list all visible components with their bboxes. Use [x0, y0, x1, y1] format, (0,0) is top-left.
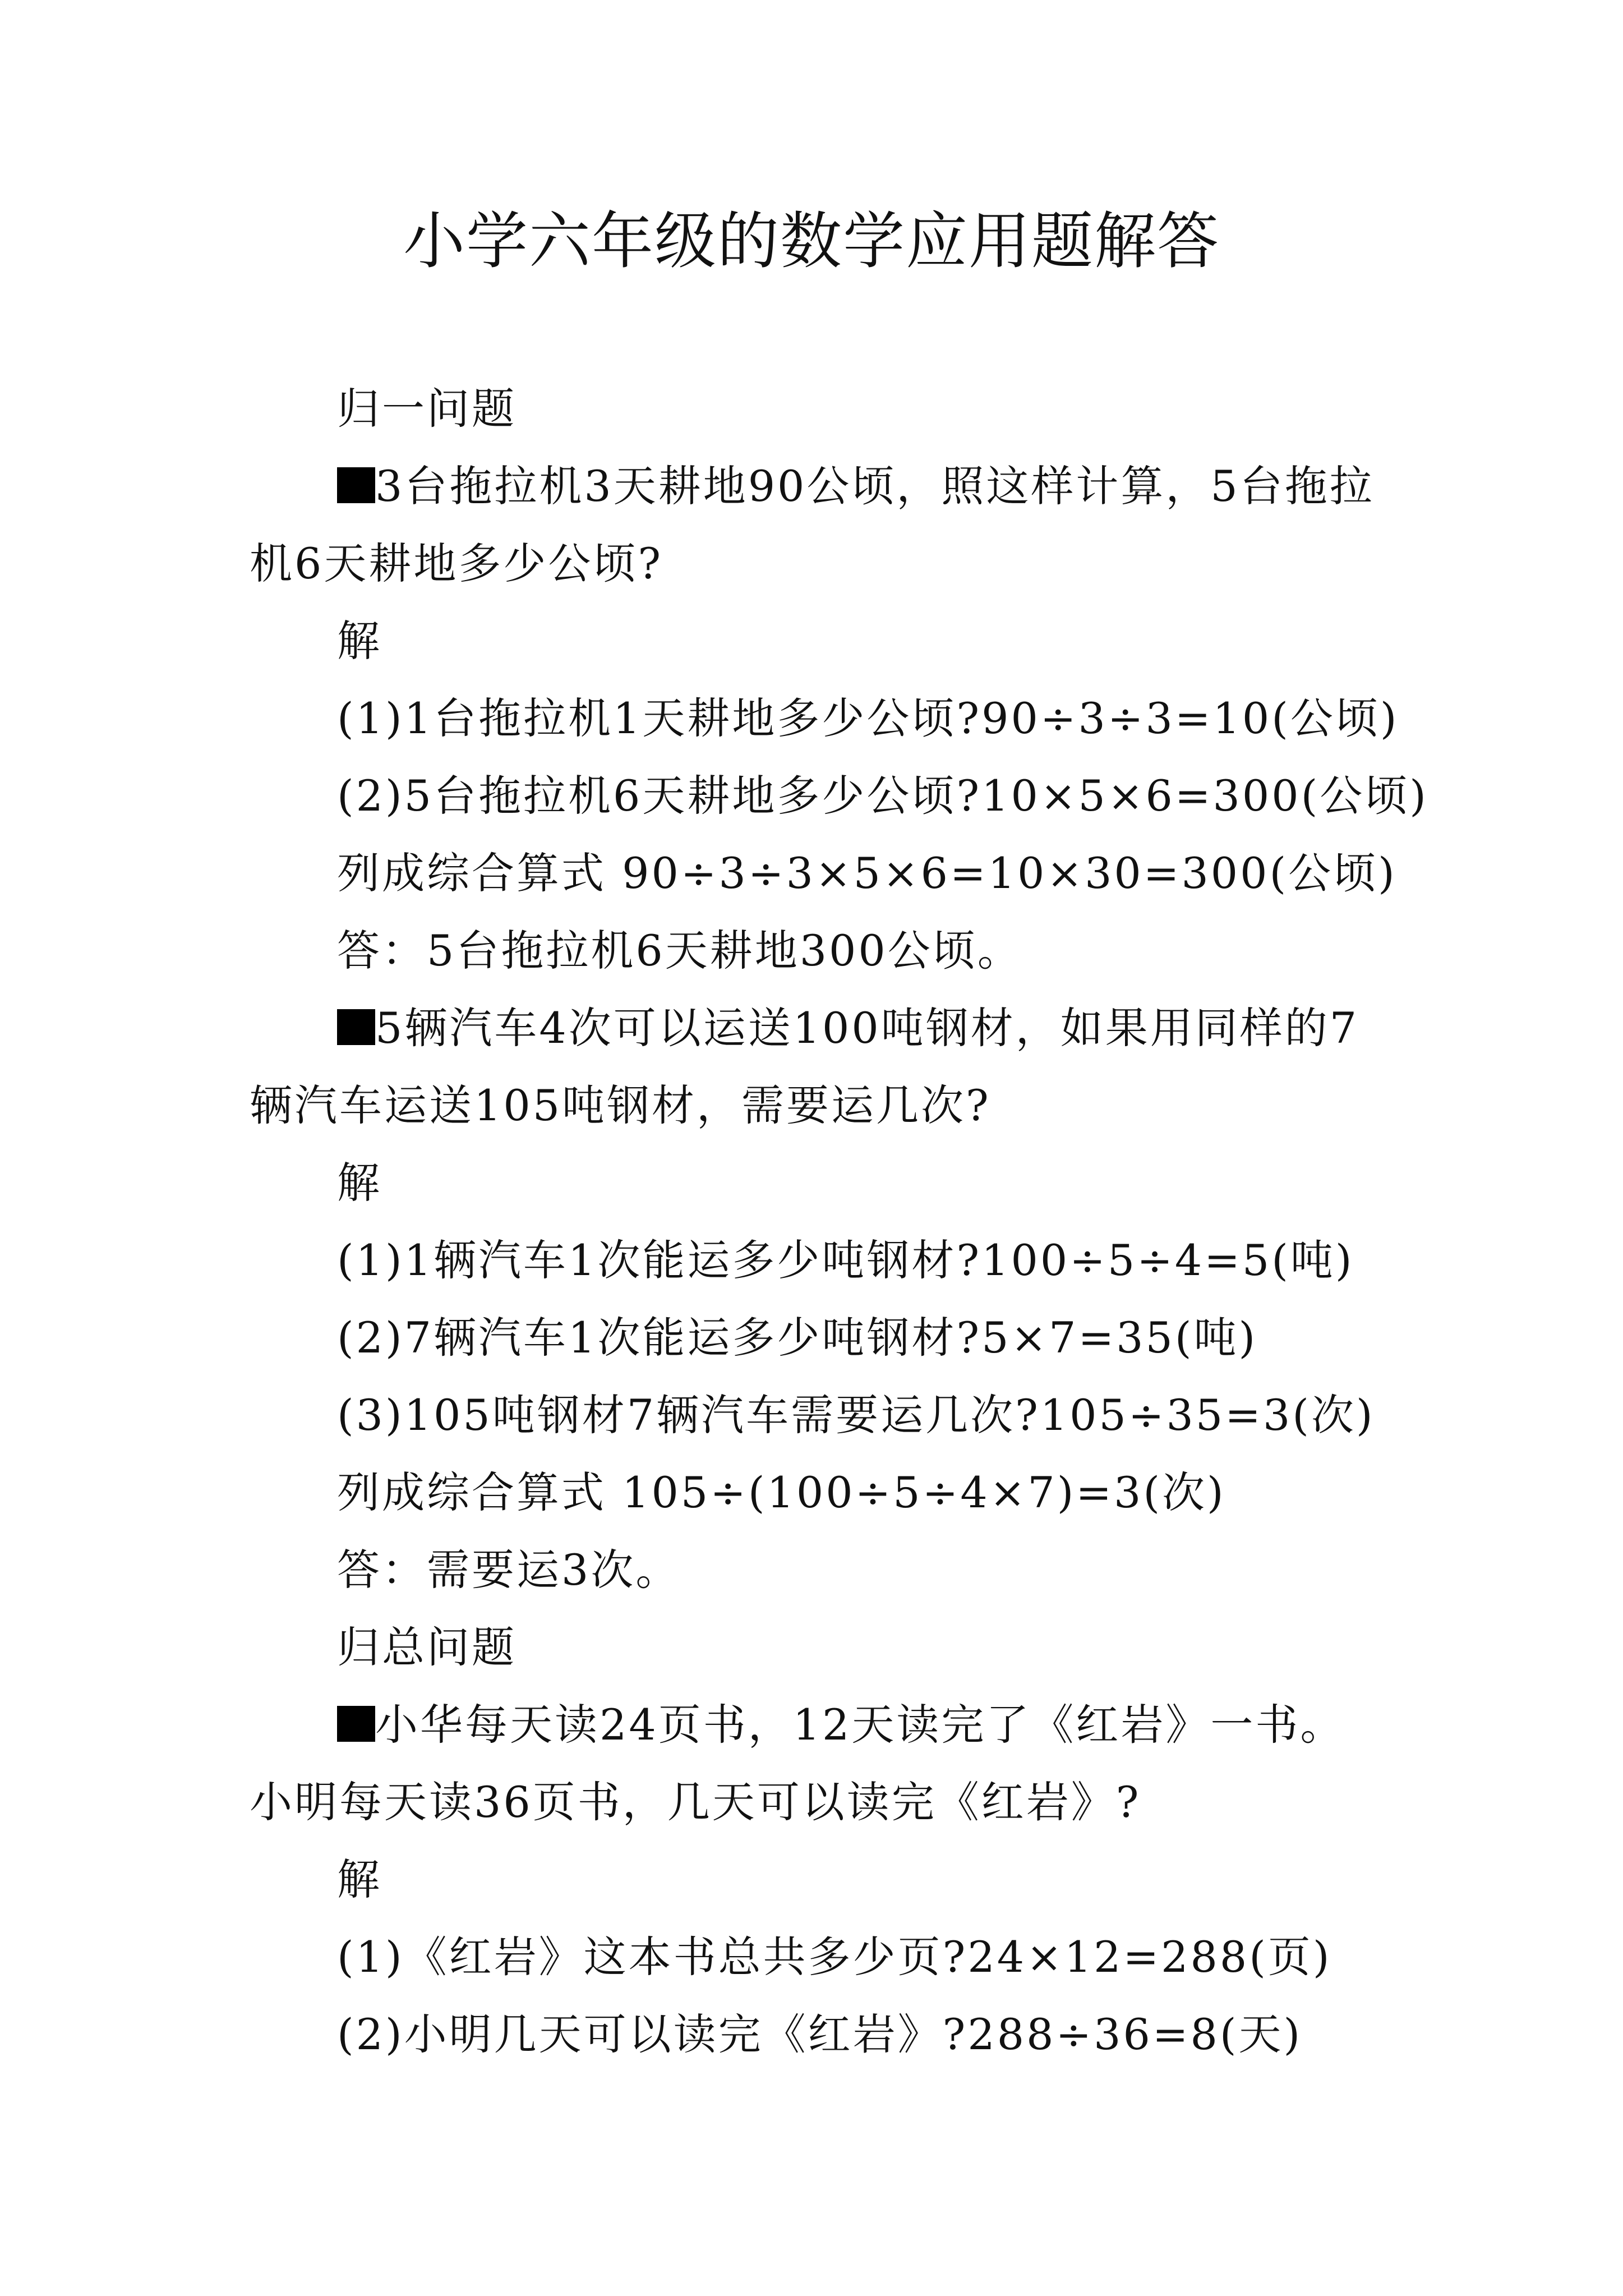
answer-line: 答：5台拖拉机6天耕地300公顷。: [337, 926, 1022, 976]
solution-step: (2)7辆汽车1次能运多少吨钢材?5×7=35(吨): [337, 1313, 1258, 1363]
solution-step: (1)1台拖拉机1天耕地多少公顷?90÷3÷3=10(公顷): [337, 693, 1399, 743]
bullet-square-icon: [337, 1009, 375, 1045]
bullet-square-icon: [337, 1706, 375, 1742]
solution-label: 解: [337, 616, 382, 666]
solution-step: (1)1辆汽车1次能运多少吨钢材?100÷5÷4=5(吨): [337, 1235, 1354, 1285]
solution-step: (2)5台拖拉机6天耕地多少公顷?10×5×6=300(公顷): [337, 771, 1428, 821]
answer-line: 答：需要运3次。: [337, 1545, 681, 1595]
section-heading: 归一问题: [337, 384, 517, 434]
solution-label: 解: [337, 1855, 382, 1904]
document-title: 小学六年级的数学应用题解答: [403, 205, 1220, 277]
bullet-square-icon: [337, 467, 375, 503]
solution-step: (3)105吨钢材7辆汽车需要运几次?105÷35=3(次): [337, 1390, 1375, 1440]
document-body: [250, 370, 1428, 2073]
combined-formula: 列成综合算式 105÷(100÷5÷4×7)=3(次): [337, 1467, 1226, 1517]
solution-step: (1)《红岩》这本书总共多少页?24×12=288(页): [337, 1932, 1332, 1982]
combined-formula: 列成综合算式 90÷3÷3×5×6=10×30=300(公顷): [337, 848, 1397, 898]
solution-label: 解: [337, 1158, 382, 1208]
solution-step: (2)小明几天可以读完《红岩》?288÷36=8(天): [337, 2009, 1303, 2059]
problem-statement: 小华每天读24页书，12天读完了《红岩》一书。小明每天读36页书，几天可以读完《红岩》?: [250, 1700, 1345, 1827]
problem-statement: 5辆汽车4次可以运送100吨钢材，如果用同样的7辆汽车运送105吨钢材，需要运几次?: [250, 1003, 1359, 1130]
problem-statement: 3台拖拉机3天耕地90公顷，照这样计算，5台拖拉机6天耕地多少公顷?: [250, 461, 1375, 588]
section-heading: 归总问题: [337, 1622, 517, 1672]
